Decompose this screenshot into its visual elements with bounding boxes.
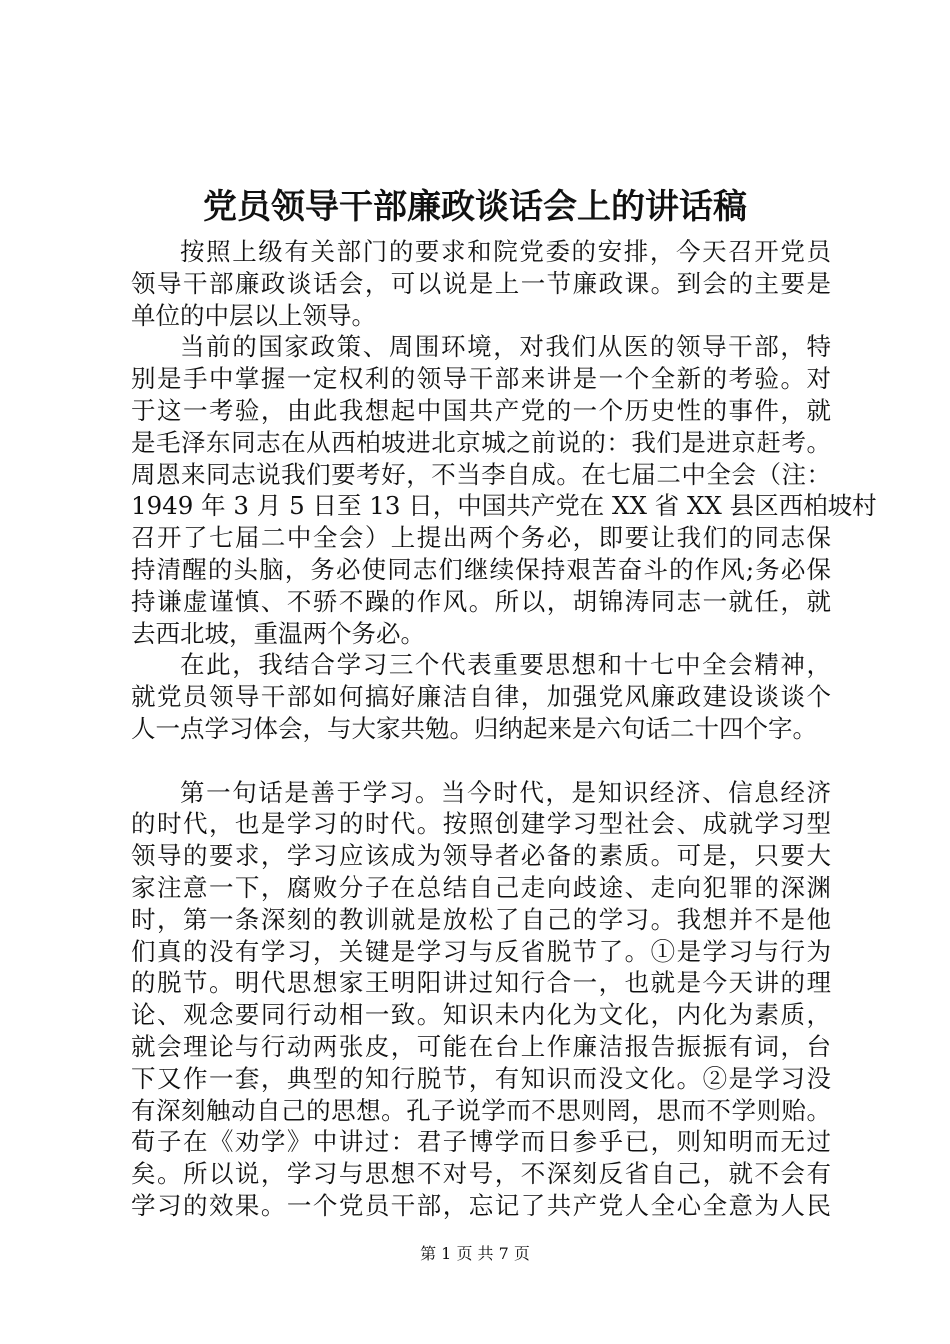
document-title: 党员领导干部廉政谈话会上的讲话稿: [203, 187, 747, 227]
text-line: 领导的要求，学习应该成为领导者必备的素质。可是，只要大: [131, 841, 831, 871]
text-line: 的脱节。明代思想家王明阳讲过知行合一，也就是今天讲的理: [131, 968, 831, 998]
text-line: 下又作一套，典型的知行脱节，有知识而没文化。②是学习没: [131, 1063, 831, 1093]
text-line: 持清醒的头脑，务必使同志们继续保持艰苦奋斗的作风;务必保: [131, 554, 831, 584]
text-line: 的时代，也是学习的时代。按照创建学习型社会、成就学习型: [131, 809, 831, 839]
page-footer: 第 1 页 共 7 页: [420, 1244, 530, 1263]
blank-line: [131, 745, 831, 777]
text-line: 去西北坡，重温两个务必。: [131, 618, 425, 648]
document-body: [131, 236, 877, 1222]
text-line: 按照上级有关部门的要求和院党委的安排，今天召开党员: [180, 237, 831, 266]
text-line: 时，第一条深刻的教训就是放松了自己的学习。我想并不是他: [131, 904, 831, 934]
text-line: 学习的效果。一个党员干部，忘记了共产党人全心全意为人民: [131, 1190, 831, 1220]
text-line: 第一句话是善于学习。当今时代，是知识经济、信息经济: [180, 777, 831, 807]
text-line: 持谦虚谨慎、不骄不躁的作风。所以，胡锦涛同志一就任，就: [131, 586, 831, 616]
text-line: 是毛泽东同志在从西柏坡进北京城之前说的：我们是进京赶考。: [131, 427, 831, 457]
text-line: 就会理论与行动两张皮，可能在台上作廉洁报告振振有词，台: [131, 1031, 831, 1061]
text-line: 荀子在《劝学》中讲过：君子博学而日参乎已，则知明而无过: [131, 1127, 831, 1157]
text-line: 有深刻触动自己的思想。孔子说学而不思则罔，思而不学则贻。: [131, 1095, 831, 1125]
text-line: 别是手中掌握一定权利的领导干部来讲是一个全新的考验。对: [131, 364, 831, 394]
text-line: 就党员领导干部如何搞好廉洁自律，加强党风廉政建设谈谈个: [131, 682, 831, 712]
text-line: 在此，我结合学习三个代表重要思想和十七中全会精神，: [180, 650, 831, 680]
text-line: 人一点学习体会，与大家共勉。归纳起来是六句话二十四个字。: [131, 713, 817, 743]
text-line: 领导干部廉政谈话会，可以说是上一节廉政课。到会的主要是: [131, 268, 831, 298]
text-line: 单位的中层以上领导。: [131, 300, 376, 330]
text-line: 1949 年 3 月 5 日至 13 日，中国共产党在 XX 省 XX 县区西柏坡村: [131, 491, 877, 521]
text-line: 当前的国家政策、周围环境，对我们从医的领导干部，特: [180, 332, 831, 362]
text-line: 们真的没有学习，关键是学习与反省脱节了。①是学习与行为: [131, 936, 831, 966]
text-line: 矣。所以说，学习与思想不对号，不深刻反省自己，就不会有: [131, 1159, 831, 1189]
text-line: 家注意一下，腐败分子在总结自己走向歧途、走向犯罪的深渊: [131, 872, 831, 902]
text-line: 论、观念要同行动相一致。知识未内化为文化，内化为素质，: [131, 1000, 831, 1030]
text-line: 召开了七届二中全会）上提出两个务必，即要让我们的同志保: [131, 523, 831, 553]
text-line: 于这一考验，由此我想起中国共产党的一个历史性的事件，就: [131, 395, 831, 425]
text-line: 周恩来同志说我们要考好，不当李自成。在七届二中全会（注：: [131, 459, 831, 489]
